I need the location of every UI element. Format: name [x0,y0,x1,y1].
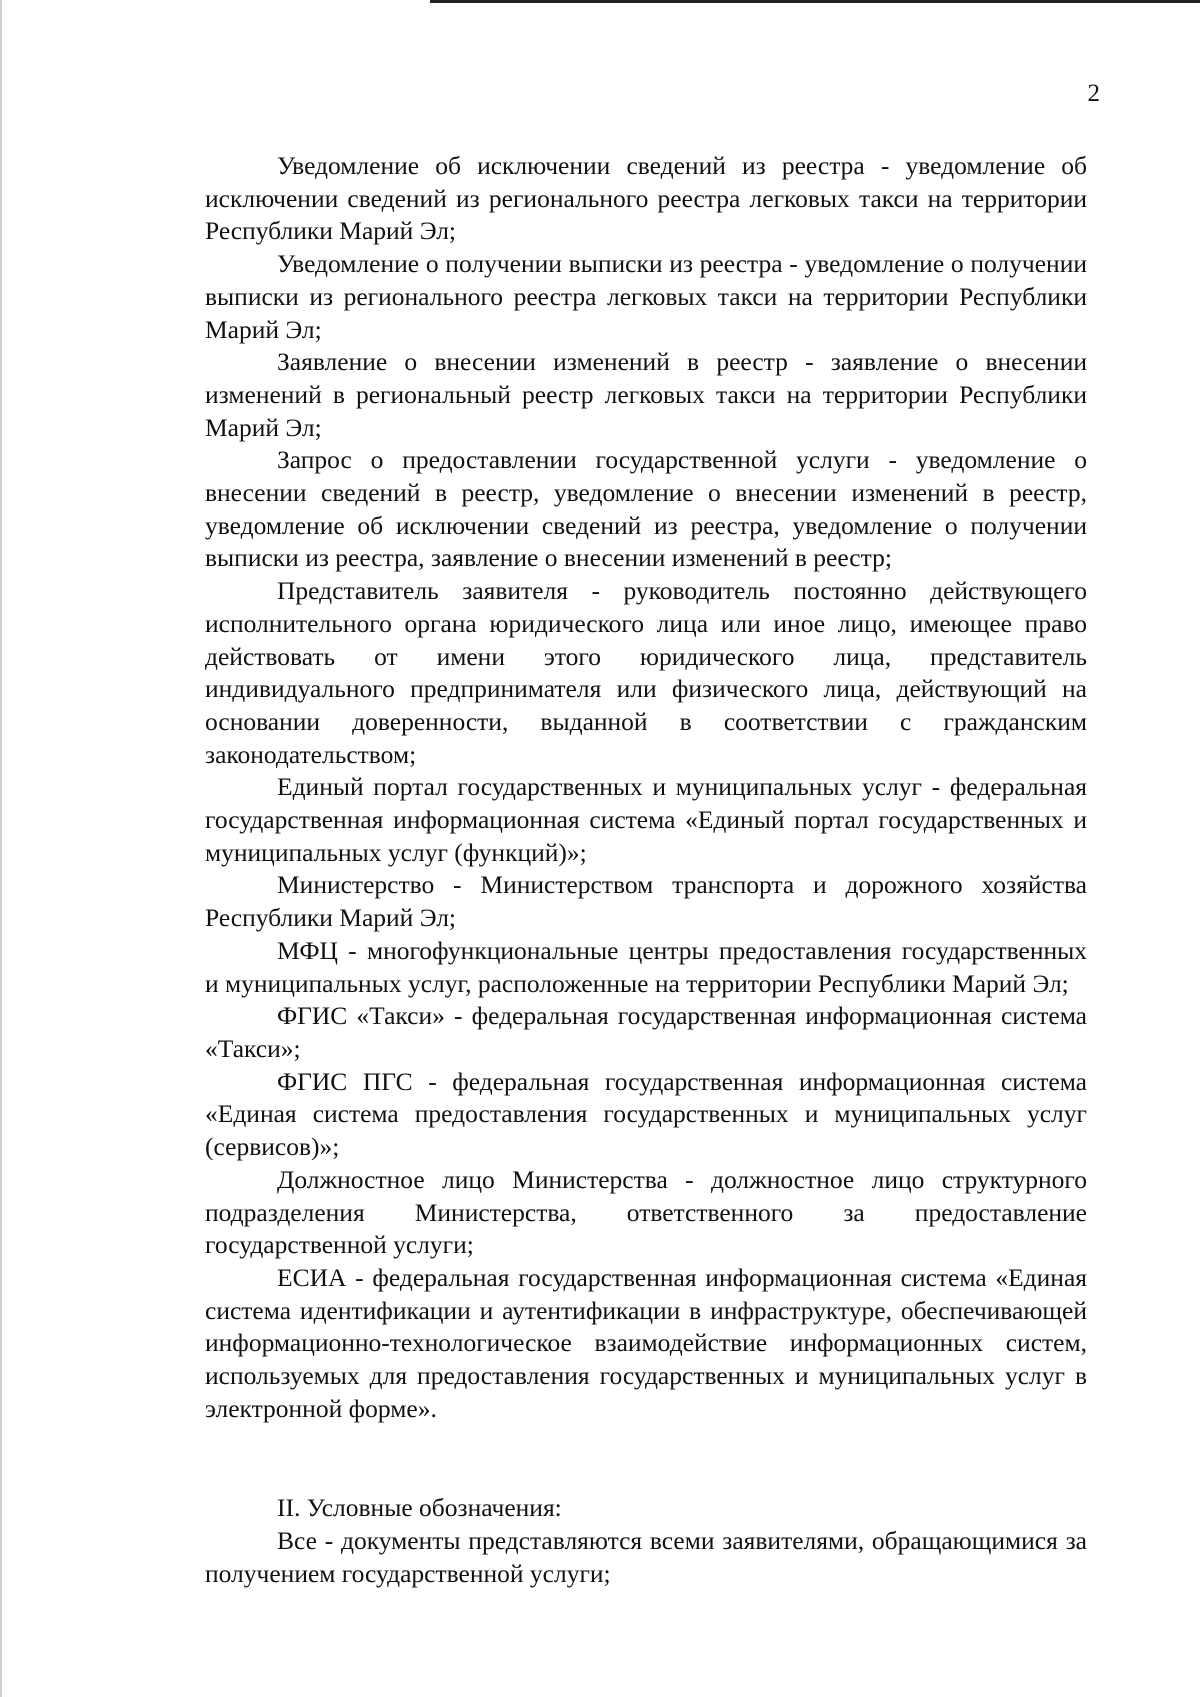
paragraph-fgis-taxi: ФГИС «Такси» - федеральная государственная информационная система «Такси»; [205,1001,1087,1063]
page-number: 2 [1087,80,1100,107]
paragraph-unified-portal: Единый портал государственных и муниципальных услуг - федеральная государственная информационная система «Единый портал государственных и муниципальных услуг (функций)»; [205,772,1087,867]
conventions-body [205,1525,1087,1590]
scan-border-left [0,0,2,1697]
paragraph-fgis-pgs: ФГИС ПГС - федеральная государственная информационная система «Единая система предоставления государственных и муниципальных услуг (сервисов)»; [205,1066,1087,1162]
paragraph-all-documents: Все - документы представляются всеми заявителями, обращающимися за получением государственной услуги; [205,1526,1087,1588]
paragraph-applicant-representative: Представитель заявителя - руководитель постоянно действующего исполнительного органа юридического лица или иное лицо, имеющее право действовать от имени этого юридического лица, представитель индивидуального предпринимателя или физического лица, действующий на основании доверенности, выданной в соответствии с гражданским законодательством; [205,576,1087,769]
paragraph-change-application: Заявление о внесении изменений в реестр - заявление о внесении изменений в региональный реестр легковых такси на территории Республики Марий Эл; [205,347,1087,442]
paragraph-ministry-official: Должностное лицо Министерства - должностное лицо структурного подразделения Министерства, ответственного за предоставление государственной услуги; [205,1164,1087,1260]
definitions-body [205,150,1087,1425]
paragraph-esia: ЕСИА - федеральная государственная информационная система «Единая система идентификации и аутентификации в инфраструктуре, обеспечивающей информационно-технологическое взаимодействие информационных систем, используемых для предоставления государственных и муниципальных услуг в электронной форме». [205,1262,1087,1423]
paragraph-exclusion-notice: Уведомление об исключении сведений из реестра - уведомление об исключении сведений из регионального реестра легковых такси на территории Республики Марий Эл; [205,151,1087,246]
scan-border-top [430,0,1200,3]
paragraph-ministry: Министерство - Министерством транспорта и дорожного хозяйства Республики Марий Эл; [205,870,1087,933]
paragraph-extract-notice: Уведомление о получении выписки из реестра - уведомление о получении выписки из регионального реестра легковых такси на территории Республики Марий Эл; [205,249,1087,344]
section-heading: II. Условные обозначения: [277,1493,562,1522]
paragraph-service-request: Запрос о предоставлении государственной услуги - уведомление о внесении сведений в реестр, уведомление о внесении изменений в реестр, уведомление об исключении сведений из реестра, уведомление о получении выписки из реестра, заявление о внесении изменений в реестр; [205,445,1087,573]
paragraph-mfc: МФЦ - многофункциональные центры предоставления государственных и муниципальных услуг, расположенные на территории Республики Марий Эл; [205,935,1087,998]
